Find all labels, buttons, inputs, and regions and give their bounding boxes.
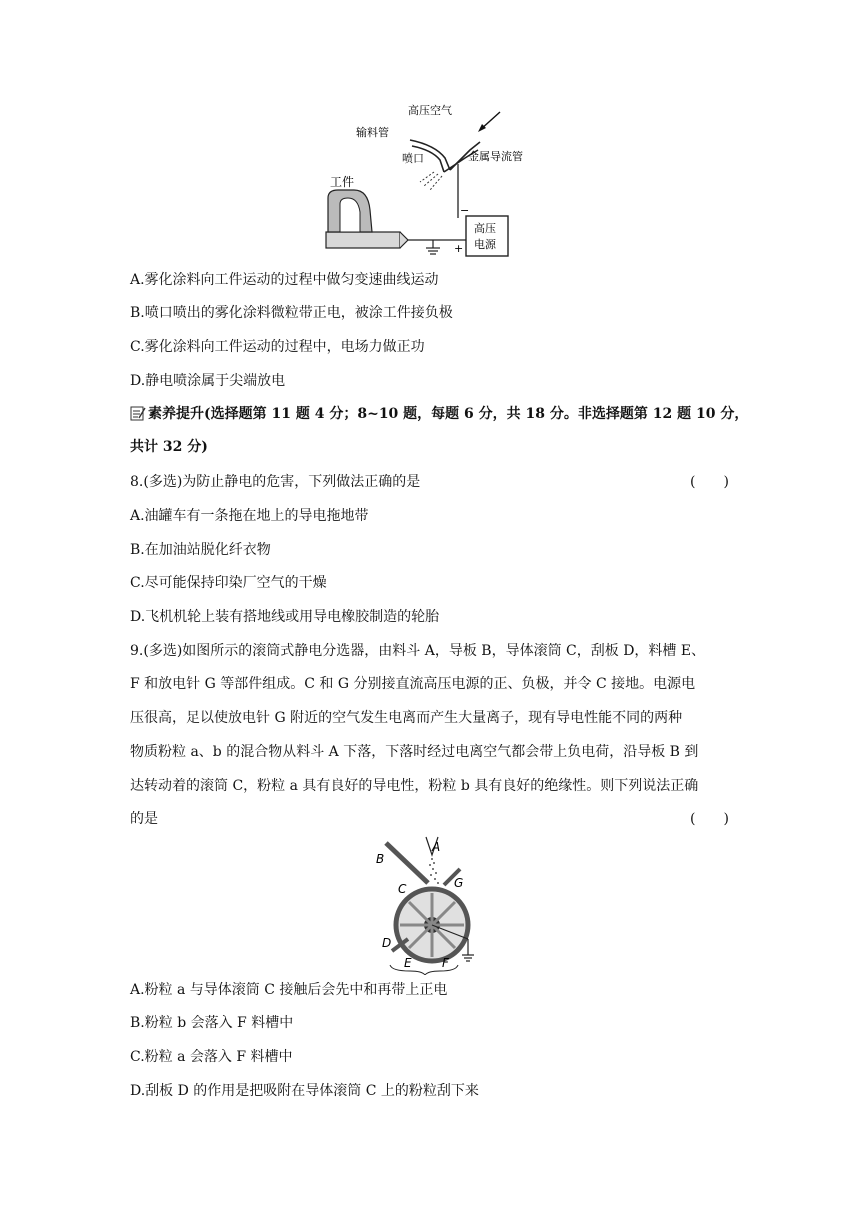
label-high-pressure-air: 高压空气 xyxy=(408,104,452,117)
q7-option-c: C.雾化涂料向工件运动的过程中，电场力做正功 xyxy=(130,339,425,355)
q9-stem-line: F 和放电针 G 等部件组成。C 和 G 分别接直流高压电源的正、负极，并令 C 接地。电源电 xyxy=(130,676,696,692)
q9-option-d: D.刮板 D 的作用是把吸附在导体滚筒 C 上的粉粒刮下来 xyxy=(130,1083,479,1099)
q9-option-b: B.粉粒 b 会落入 F 料槽中 xyxy=(130,1015,294,1031)
label-f: F xyxy=(442,956,449,970)
label-b: B xyxy=(376,852,385,866)
q7-option-b: B.喷口喷出的雾化涂料微粒带正电，被涂工件接负极 xyxy=(130,305,453,321)
label-minus: − xyxy=(460,204,470,217)
separator-figure xyxy=(370,835,490,975)
label-plus: + xyxy=(454,242,464,255)
section-heading-line2: 共计 32 分) xyxy=(130,439,208,455)
label-c: C xyxy=(398,882,407,896)
label-g: G xyxy=(454,876,464,890)
q7-option-d: D.静电喷涂属于尖端放电 xyxy=(130,373,286,389)
q7-option-a: A.雾化涂料向工件运动的过程中做匀变速曲线运动 xyxy=(130,272,439,288)
q9-stem-line: 物质粉粒 a、b 的混合物从料斗 A 下落，下落时经过电离空气都会带上负电荷，沿导板 B 到 xyxy=(130,744,699,760)
label-metal-pipe: 金属导流管 xyxy=(468,150,523,163)
q9-stem-line: 压很高，足以使放电针 G 附近的空气发生电离而产生大量离子，现有导电性能不同的两种 xyxy=(130,710,683,726)
q8-option-c: C.尽可能保持印染厂空气的干燥 xyxy=(130,575,327,591)
q9-answer-bracket: ( ) xyxy=(690,811,729,827)
label-nozzle: 喷口 xyxy=(402,152,424,165)
label-a: A xyxy=(432,840,441,854)
section-heading: 素养提升(选择题第 11 题 4 分；8~10 题，每题 6 分，共 18 分。非选择题第 12 题 10 分， xyxy=(148,406,749,422)
label-power-1: 高压 xyxy=(474,222,496,235)
q9-stem-line: 9.(多选)如图所示的滚筒式静电分选器，由料斗 A，导板 B，导体滚筒 C，刮板 D，料槽 E、 xyxy=(130,643,706,659)
q8-option-a: A.油罐车有一条拖在地上的导电拖地带 xyxy=(130,508,369,524)
q9-option-c: C.粉粒 a 会落入 F 料槽中 xyxy=(130,1049,293,1065)
spray-figure xyxy=(320,100,540,260)
q8-stem: 8.(多选)为防止静电的危害，下列做法正确的是 xyxy=(130,474,421,490)
label-workpiece: 工件 xyxy=(330,175,355,189)
label-power-2: 电源 xyxy=(474,238,496,251)
q9-option-a: A.粉粒 a 与导体滚筒 C 接触后会先中和再带上正电 xyxy=(130,982,448,998)
label-d: D xyxy=(382,936,392,950)
pencil-note-icon xyxy=(130,405,146,421)
q8-option-d: D.飞机机轮上装有搭地线或用导电橡胶制造的轮胎 xyxy=(130,609,440,625)
label-feed-pipe: 输料管 xyxy=(356,126,389,139)
label-e: E xyxy=(404,956,412,970)
q9-stem-line: 的是 xyxy=(130,811,158,827)
q8-option-b: B.在加油站脱化纤衣物 xyxy=(130,542,271,558)
q8-answer-bracket: ( ) xyxy=(690,474,729,490)
q9-stem-line: 达转动着的滚筒 C，粉粒 a 具有良好的导电性，粉粒 b 具有良好的绝缘性。则下列说法正确 xyxy=(130,778,699,794)
